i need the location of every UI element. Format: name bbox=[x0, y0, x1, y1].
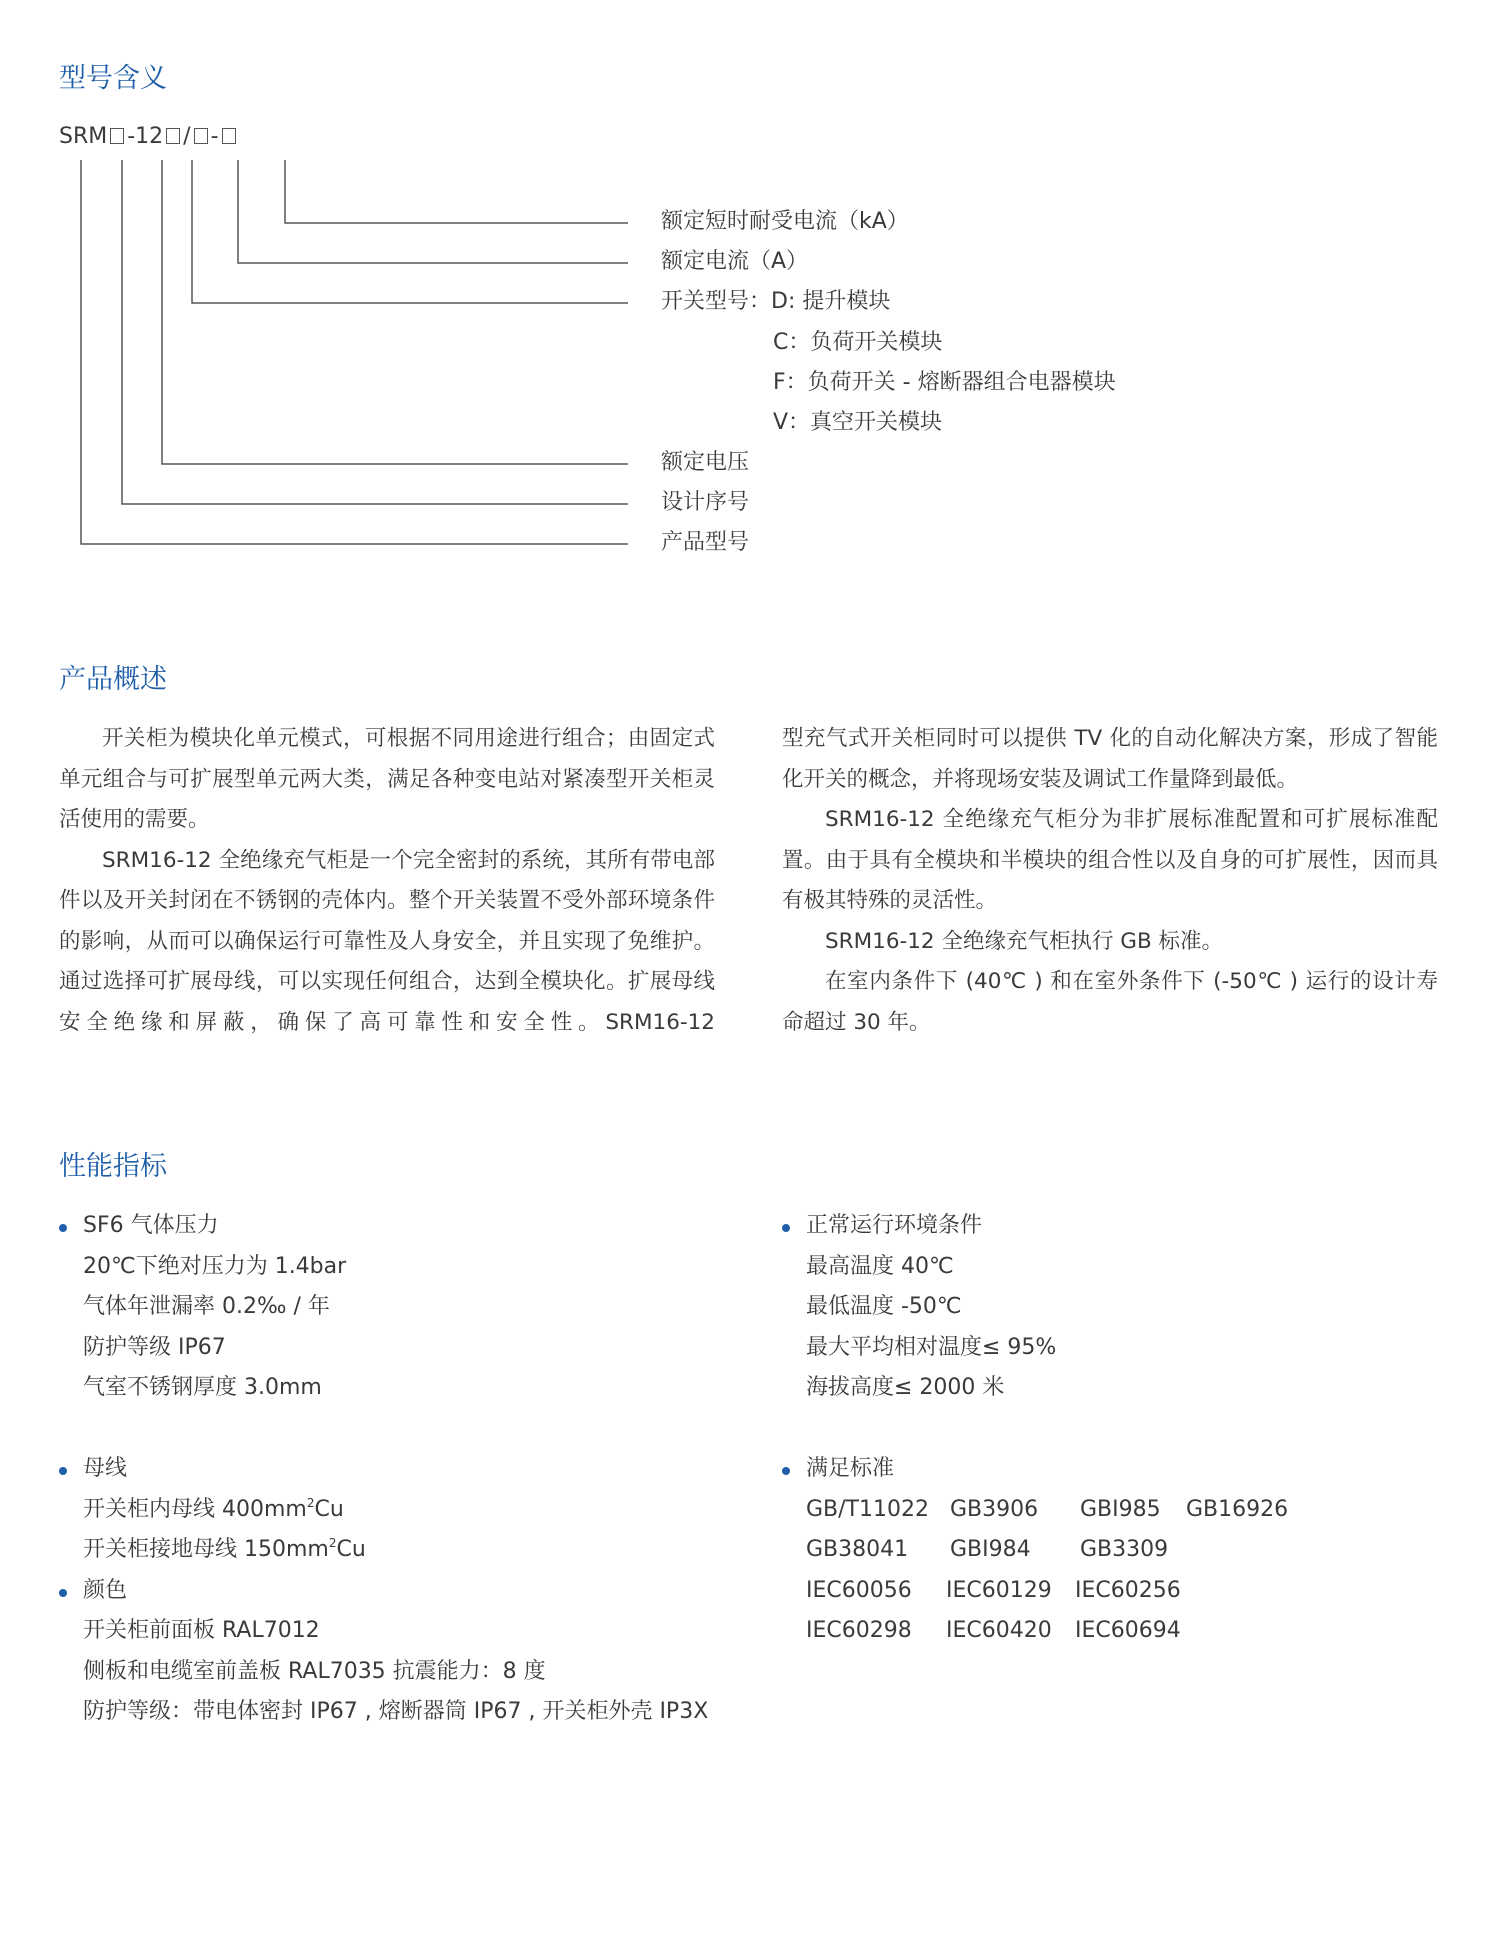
list-item: 开关柜接地母线 $150mm^2Cu$ bbox=[83, 1536, 366, 1562]
bullet-busbar: 母线 bbox=[59, 1449, 708, 1490]
model-voltage: -12 bbox=[127, 124, 164, 149]
list-item: 最大平均相对温度≤ 95% bbox=[806, 1334, 1057, 1360]
list-item: 开关柜内母线 $400mm^2Cu$ bbox=[83, 1495, 344, 1522]
section-title-performance: 性能指标 bbox=[59, 1151, 167, 1182]
overview-paragraph: 型充气式开关柜同时可以提供 TV 化的自动化解决方案，形成了智能化开关的概念，并将现场安装及调试工作量降到最低。 bbox=[782, 726, 1438, 792]
label-product-model: 产品型号 bbox=[661, 530, 750, 555]
overview-paragraph: SRM16-12 全绝缘充气柜是一个完全密封的系统，其所有带电部件以及开关封闭在不锈钢的壳体内。整个开关装置不受外部环境条件的影响，从而可以确保运行可靠性及人身安全，并且实现了免维护。通过选择可扩展母线，可以实现任何组合，达到全模块化。扩展母线安全绝缘和屏蔽，确保了高可靠性和安全性。SRM16-12 bbox=[59, 847, 715, 1035]
standard-code: GB3906 bbox=[950, 1496, 1039, 1522]
standard-code: IEC60420 bbox=[946, 1618, 1052, 1643]
model-bracket-diagram bbox=[0, 0, 1500, 560]
list-item: 防护等级 IP67 bbox=[83, 1334, 226, 1360]
bullet-color: 颜色 bbox=[59, 1571, 708, 1612]
list-item: 侧板和电缆室前盖板 RAL7035 抗震能力：8 度 bbox=[83, 1658, 546, 1684]
performance-column-left bbox=[59, 1206, 708, 1733]
model-prefix: SRM bbox=[59, 124, 108, 149]
overview-paragraph: SRM16-12 全绝缘充气柜执行 GB 标准。 bbox=[825, 928, 1224, 954]
label-switch-type-v: V：真空开关模块 bbox=[773, 410, 943, 435]
label-short-time-current: 额定短时耐受电流（kA） bbox=[661, 209, 909, 234]
standard-code: GB38041 bbox=[806, 1537, 909, 1562]
list-item: 开关柜前面板 RAL7012 bbox=[83, 1618, 320, 1643]
leader-line bbox=[162, 160, 628, 464]
performance-column-right bbox=[782, 1206, 1288, 1652]
standards-row bbox=[782, 1571, 1288, 1612]
label-rated-voltage: 额定电压 bbox=[661, 450, 750, 475]
overview-paragraph: SRM16-12 全绝缘充气柜分为非扩展标准配置和可扩展标准配置。由于具有全模块和半模块的组合性以及自身的可扩展性，因而具有极其特殊的灵活性。 bbox=[782, 807, 1438, 913]
leader-line bbox=[238, 160, 628, 263]
label-switch-type: 开关型号：D: 提升模块 bbox=[661, 289, 891, 314]
label-switch-type-c: C：负荷开关模块 bbox=[773, 330, 943, 355]
list-item: 气体年泄漏率 0.2‰ / 年 bbox=[83, 1294, 330, 1319]
leader-line bbox=[81, 160, 628, 544]
list-item: 海拔高度≤ 2000 米 bbox=[806, 1375, 1005, 1400]
standard-code: GB/T11022 bbox=[806, 1496, 929, 1522]
list-item: 20℃下绝对压力为 1.4bar bbox=[83, 1253, 347, 1279]
list-item: 防护等级：带电体密封 IP67 , 熔断器筒 IP67 , 开关柜外壳 IP3X bbox=[83, 1699, 709, 1724]
standards-row bbox=[782, 1611, 1288, 1652]
bullet-standards: 满足标准 bbox=[782, 1449, 1288, 1490]
standard-code: IEC60694 bbox=[1075, 1618, 1181, 1643]
standard-code: GB16926 bbox=[1186, 1496, 1289, 1522]
bullet-environment: 正常运行环境条件 bbox=[782, 1206, 1288, 1247]
standard-code: GB3309 bbox=[1080, 1537, 1169, 1562]
list-item: 最低温度 -50℃ bbox=[806, 1294, 962, 1319]
standards-row bbox=[782, 1490, 1288, 1531]
overview-paragraph: 开关柜为模块化单元模式，可根据不同用途进行组合；由固定式单元组合与可扩展型单元两大类，满足各种变电站对紧凑型开关柜灵活使用的需要。 bbox=[59, 726, 715, 832]
model-slash: / bbox=[183, 124, 191, 149]
section-title-overview: 产品概述 bbox=[59, 664, 167, 695]
standard-code: GBI984 bbox=[950, 1537, 1031, 1562]
standard-code: IEC60129 bbox=[946, 1577, 1052, 1603]
overview-column-left bbox=[59, 719, 715, 1043]
section-title-model: 型号含义 bbox=[59, 63, 167, 94]
standards-row bbox=[782, 1530, 1288, 1571]
leader-line bbox=[285, 160, 628, 223]
standard-code: IEC60298 bbox=[806, 1618, 912, 1643]
label-design-serial: 设计序号 bbox=[661, 490, 750, 515]
model-dash: - bbox=[210, 124, 219, 149]
bullet-sf6: SF6 气体压力 bbox=[59, 1206, 708, 1247]
leader-line bbox=[192, 160, 628, 303]
overview-paragraph: 在室内条件下 (40℃ ) 和在室外条件下 (-50℃ ) 运行的设计寿命超过 30 年。 bbox=[782, 969, 1438, 1035]
standard-code: GBI985 bbox=[1080, 1496, 1161, 1522]
leader-line bbox=[122, 160, 628, 504]
list-item: 气室不锈钢厚度 3.0mm bbox=[83, 1375, 322, 1400]
label-switch-type-f: F：负荷开关 - 熔断器组合电器模块 bbox=[773, 370, 1116, 395]
list-item: 最高温度 40℃ bbox=[806, 1253, 954, 1279]
standard-code: IEC60056 bbox=[806, 1577, 912, 1603]
standard-code: IEC60256 bbox=[1075, 1577, 1181, 1603]
label-rated-current: 额定电流（A） bbox=[661, 249, 809, 274]
overview-column-right bbox=[782, 719, 1438, 1043]
